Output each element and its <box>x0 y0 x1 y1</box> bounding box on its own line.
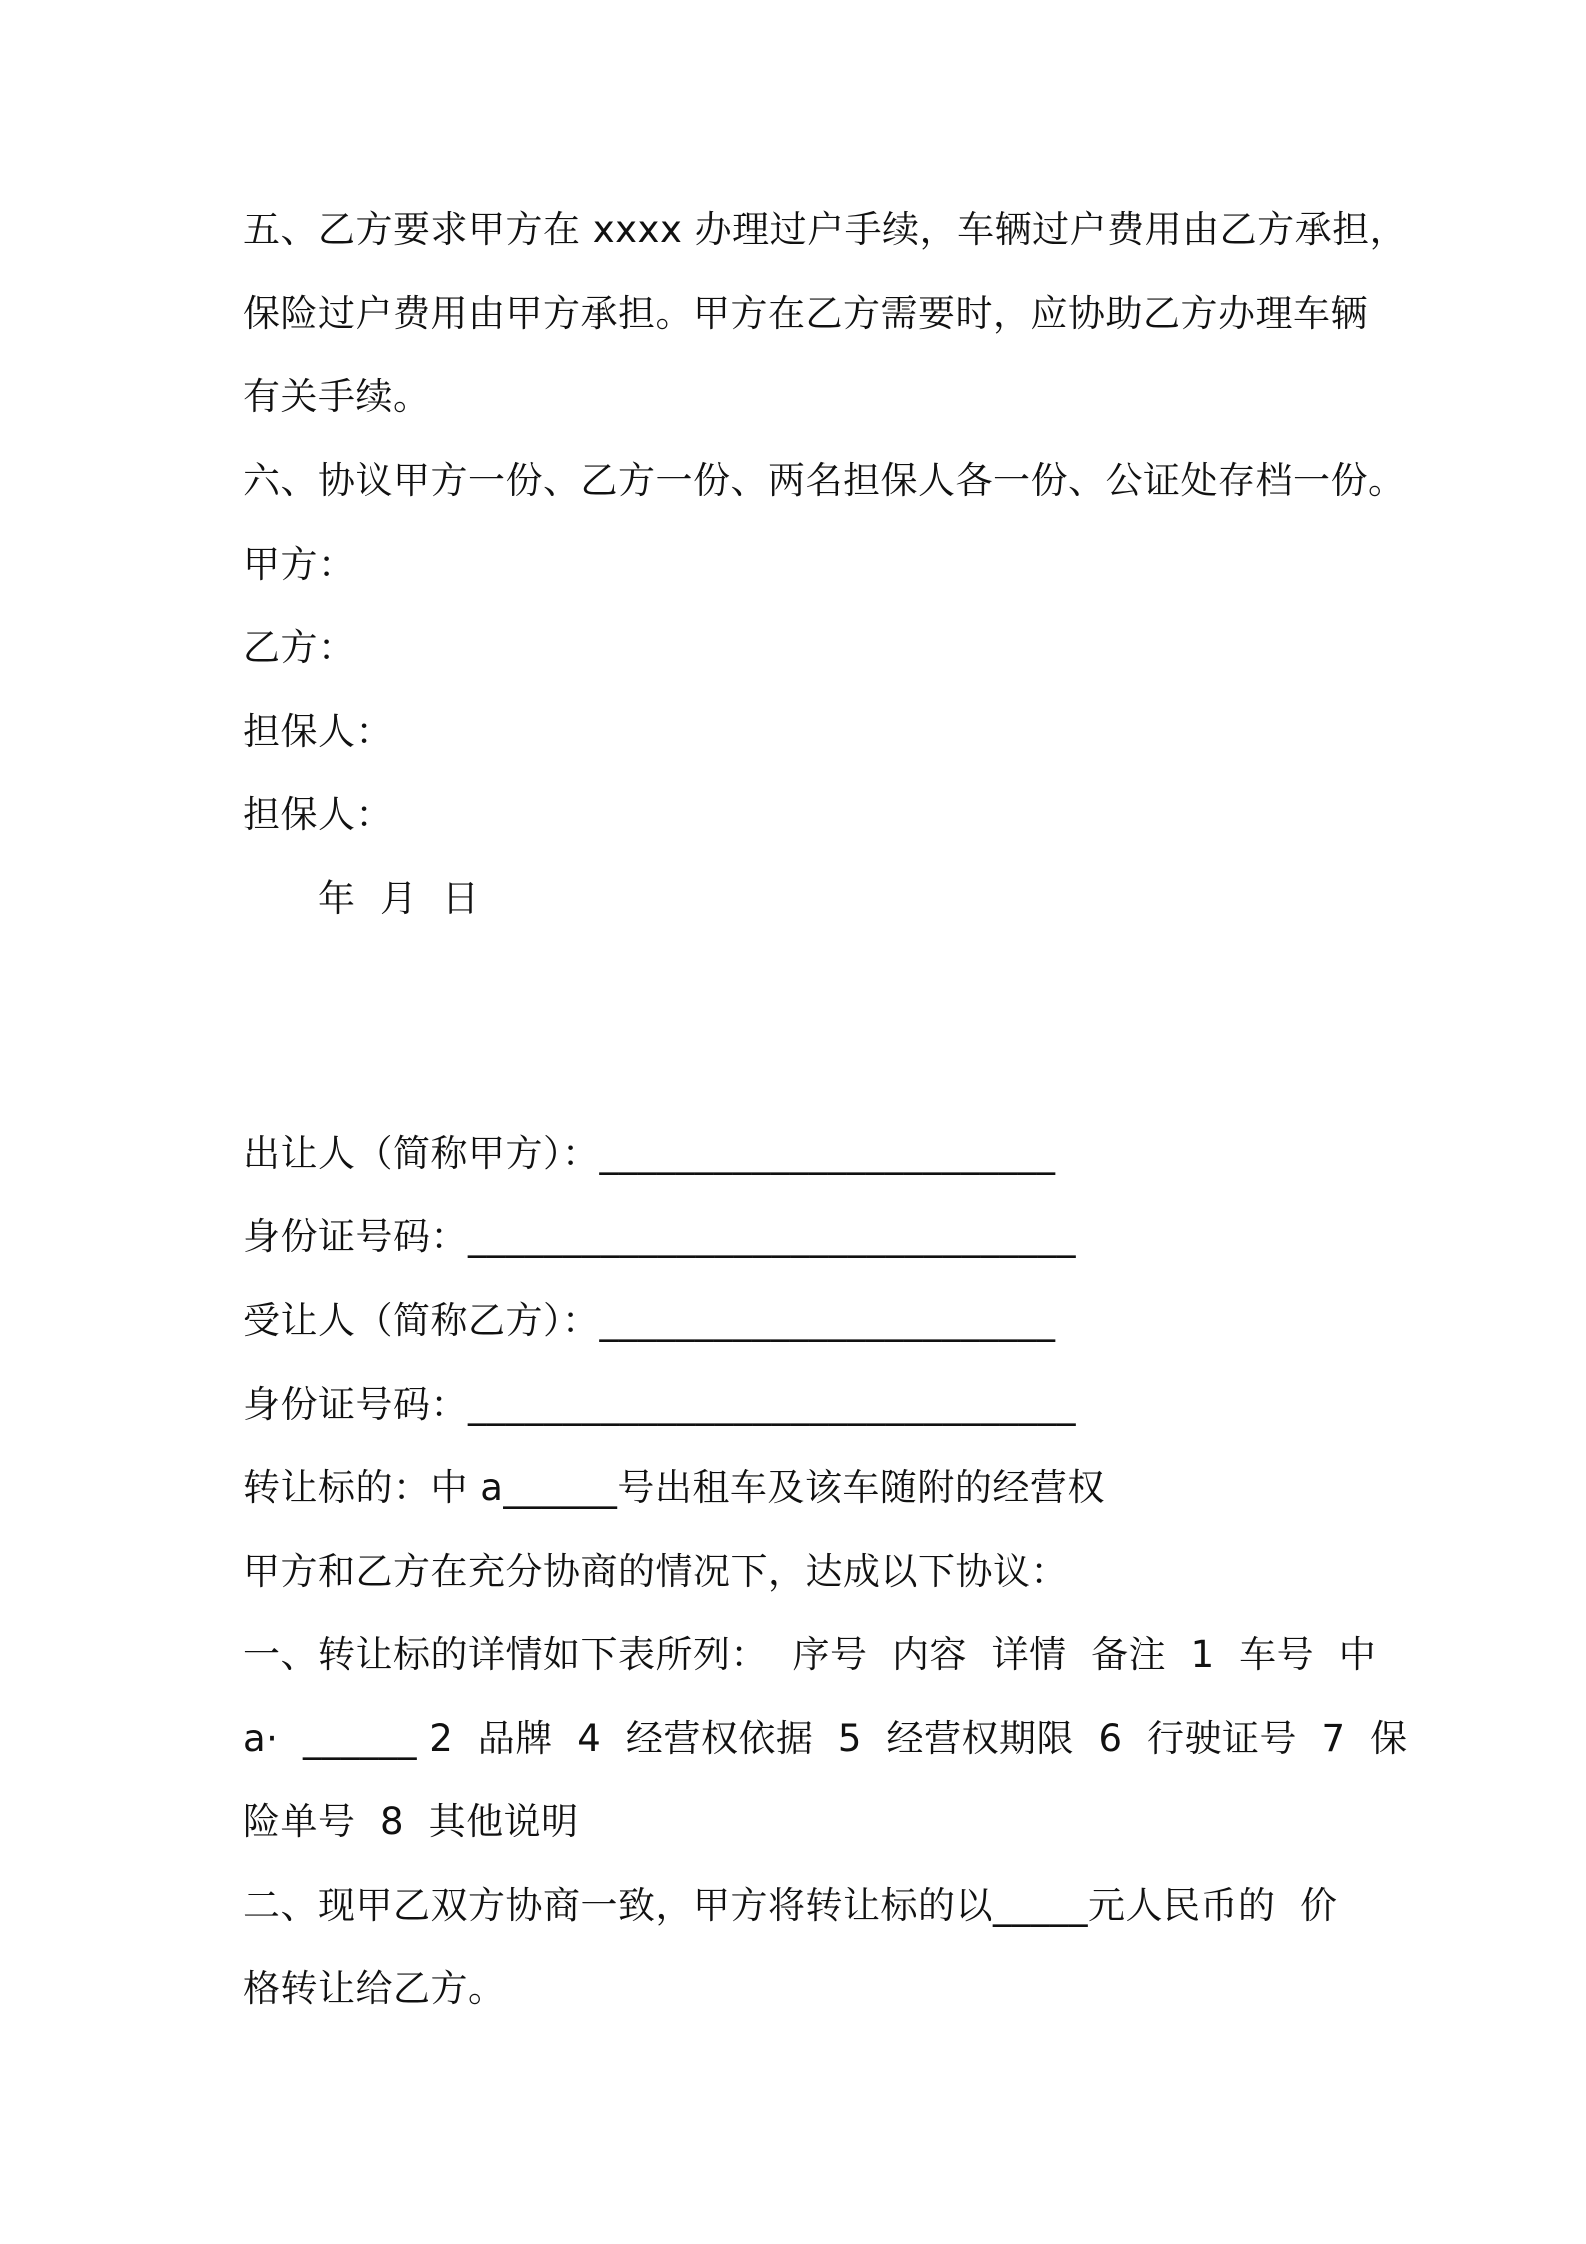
guarantor-2-label: 担保人： <box>243 793 393 836</box>
party-b-signature-label: 乙方： <box>243 626 356 669</box>
date-line: 年 月 日 <box>318 877 480 920</box>
transfer-subject: 转让标的：中 a______号出租车及该车随附的经营权 <box>243 1466 1105 1509</box>
clause-5-line-1: 五、乙方要求甲方在 xxxx 办理过户手续，车辆过户费用由乙方承担， <box>243 208 1408 251</box>
party-a-signature-label: 甲方： <box>243 543 356 586</box>
id-number-field-a: 身份证号码：________________________________ <box>243 1215 1076 1258</box>
clause-5-line-2: 保险过户费用由甲方承担。甲方在乙方需要时，应协助乙方办理车辆 <box>243 292 1368 335</box>
id-number-field-b: 身份证号码：________________________________ <box>243 1383 1076 1426</box>
transferee-field: 受让人（简称乙方）：________________________ <box>243 1299 1056 1342</box>
clause-2-line-2: 格转让给乙方。 <box>243 1967 506 2010</box>
clause-1-line-1: 一、转让标的详情如下表所列： 序号 内容 详情 备注 1 车号 中 <box>243 1633 1377 1676</box>
guarantor-1-label: 担保人： <box>243 710 393 753</box>
agreement-intro: 甲方和乙方在充分协商的情况下，达成以下协议： <box>243 1550 1068 1593</box>
clause-6: 六、协议甲方一份、乙方一份、两名担保人各一份、公证处存档一份。 <box>243 459 1406 502</box>
clause-1-line-3: 险单号 8 其他说明 <box>243 1800 579 1843</box>
clause-5-line-3: 有关手续。 <box>243 375 431 418</box>
clause-1-line-2: a· ______ 2 品牌 4 经营权依据 5 经营权期限 6 行驶证号 7 保 <box>243 1717 1408 1760</box>
transferor-field: 出让人（简称甲方）：________________________ <box>243 1132 1056 1175</box>
clause-2-line-1: 二、现甲乙双方协商一致，甲方将转让标的以_____元人民币的 价 <box>243 1884 1338 1927</box>
